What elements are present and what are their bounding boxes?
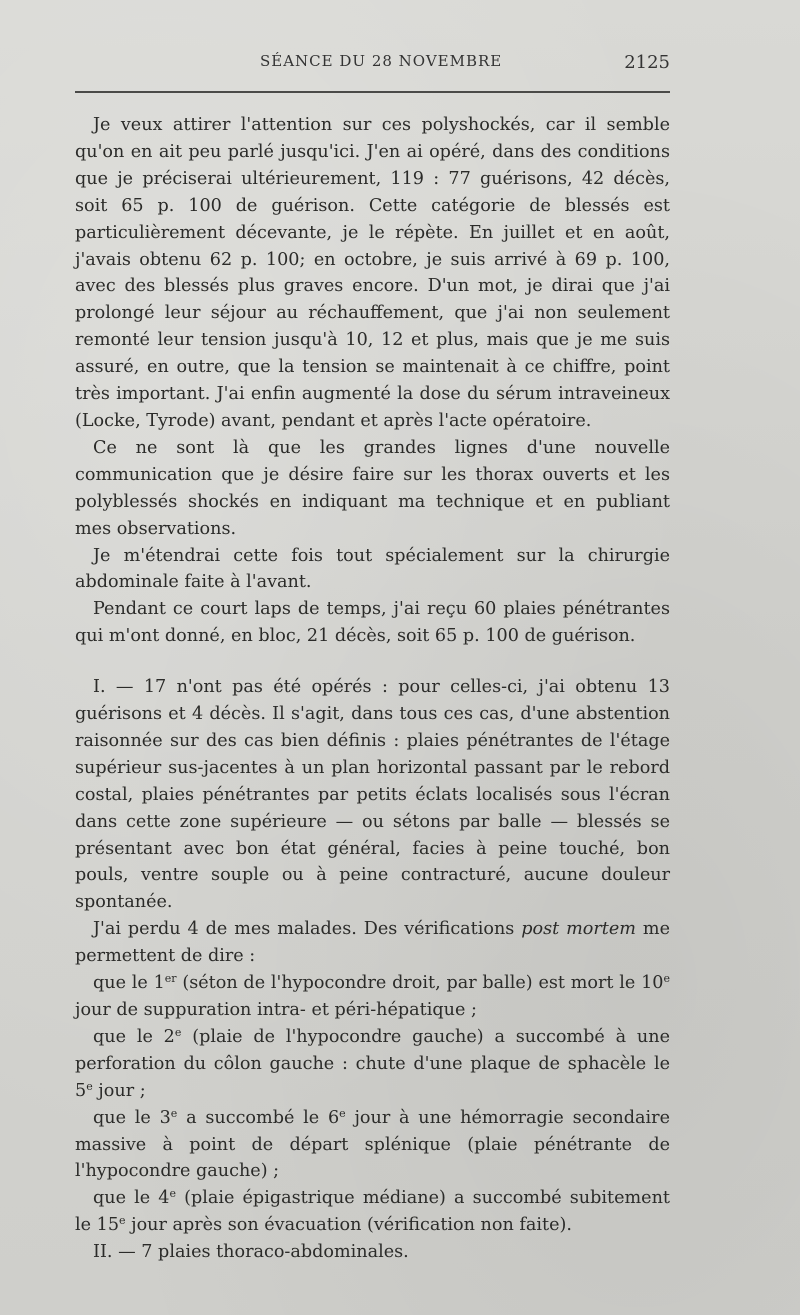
superscript: e bbox=[169, 1187, 176, 1201]
text-run: que le 3 bbox=[93, 1107, 171, 1128]
text-run: (plaie épigastrique médiane) a succombé subitement le 15 bbox=[75, 1188, 670, 1236]
body-text bbox=[75, 112, 670, 1266]
text-run: que le 4 bbox=[93, 1188, 170, 1209]
paragraph-chirurgie-abdominale: Je m'étendrai cette fois tout spécialement sur la chirurgie abdominale faite à l'avant. bbox=[75, 545, 670, 593]
text-run: J'ai perdu 4 de mes malades. Des vérifications bbox=[93, 919, 522, 940]
text-run: (séton de l'hypocondre droit, par balle) est mort le 10 bbox=[176, 973, 664, 994]
text-run: a succombé le 6 bbox=[177, 1107, 340, 1128]
paragraph-section-one: I. — 17 n'ont pas été opérés : pour celles-ci, j'ai obtenu 13 guérisons et 4 décès. Il s'agit, dans tous ces cas, d'une abstention raisonnée sur des cas bien définis : plaies pénétrantes de l'étage supérieur sus-jacentes à un plan horizontal passant par le rebord costal, plaies pénétrantes par petits éclats localisés sous l'écran dans cette zone supérieure — ou sétons par balle — blessés se présentant avec bon état général, facies à peine touché, bon pouls, ventre souple ou à peine contracturé, aucune douleur spontanée. bbox=[75, 677, 670, 913]
paragraph-case-4 bbox=[75, 1185, 670, 1239]
paragraph-communication: Ce ne sont là que les grandes lignes d'une nouvelle communication que je désire faire sur les thorax ouverts et les polyblessés shockés en indiquant ma technique et en publiant mes observations. bbox=[75, 437, 670, 539]
superscript: e bbox=[170, 1106, 178, 1120]
running-header bbox=[75, 52, 670, 82]
superscript: e bbox=[174, 1025, 182, 1039]
superscript: e bbox=[663, 972, 670, 986]
text-run: (plaie de l'hypocondre gauche) a succombé à une perforation du côlon gauche : chute d'une plaque de sphacèle le 5 bbox=[75, 1026, 670, 1101]
text-run: me permettent de dire : bbox=[75, 919, 670, 967]
paragraph-verifications bbox=[75, 916, 670, 970]
text-run: que le 2 bbox=[93, 1026, 175, 1047]
running-title: SÉANCE DU 28 NOVEMBRE bbox=[260, 52, 503, 70]
page-number: 2125 bbox=[624, 52, 670, 73]
paragraph-plaies-penetrantes: Pendant ce court laps de temps, j'ai reçu 60 plaies pénétrantes qui m'ont donné, en bloc, 21 décès, soit 65 p. 100 de guérison. bbox=[75, 599, 670, 647]
paragraph-case-1 bbox=[75, 970, 670, 1024]
text-run: que le 1 bbox=[93, 973, 165, 994]
text-run: jour après son évacuation (vérification non faite). bbox=[125, 1215, 572, 1236]
superscript: er bbox=[164, 972, 177, 986]
paragraph-case-3 bbox=[75, 1105, 670, 1186]
paragraph-polyshockes: Je veux attirer l'attention sur ces polyshockés, car il semble qu'on en ait peu parlé jusqu'ici. J'en ai opéré, dans des conditions que je préciserai ultérieurement, 119 : 77 guérisons, 42 décès, soit 65 p. 100 de guérison. Cette catégorie de blessés est particulièrement décevante, je le répète. En juillet et en août, j'avais obtenu 62 p. 100; en octobre, je suis arrivé à 69 p. 100, avec des blessés plus graves encore. D'un mot, je dirai que j'ai prolongé leur séjour au réchauffement, que j'ai non seulement remonté leur tension jusqu'à 10, 12 et plus, mais que je me suis assuré, en outre, que la tension se maintenait à ce chiffre, point très important. J'ai enfin augmenté la dose du sérum intraveineux (Locke, Tyrode) avant, pendant et après l'acte opératoire. bbox=[75, 115, 670, 431]
text-run: jour ; bbox=[92, 1080, 146, 1101]
superscript: e bbox=[119, 1214, 126, 1228]
superscript: e bbox=[86, 1079, 93, 1093]
superscript: e bbox=[339, 1106, 346, 1120]
text-run: jour à une hémorragie secondaire massive à point de départ splénique (plaie pénétrante de l'hypocondre gauche) ; bbox=[75, 1107, 670, 1182]
paragraph-section-two: II. — 7 plaies thoraco-abdominales. bbox=[93, 1242, 409, 1263]
text-run: jour de suppuration intra- et péri-hépatique ; bbox=[75, 1000, 477, 1020]
header-rule bbox=[75, 91, 670, 93]
paragraph-case-2 bbox=[75, 1024, 670, 1105]
italic-post-mortem: post mortem bbox=[521, 919, 636, 940]
